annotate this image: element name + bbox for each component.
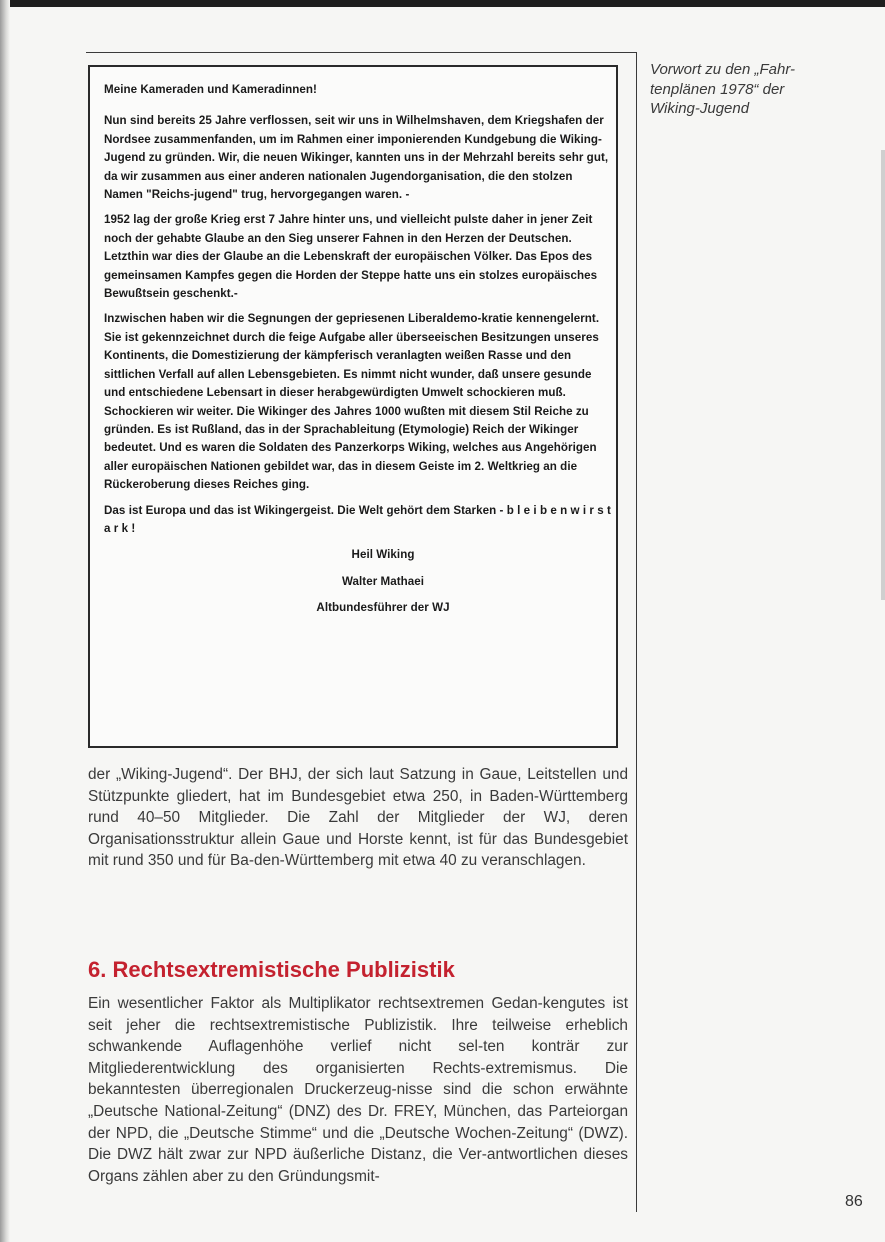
top-border [0, 0, 885, 7]
body-paragraph-1: der „Wiking-Jugend“. Der BHJ, der sich laut Satzung in Gaue, Leitstellen und Stützpunkte gliedert, hat im Bundesgebiet etwa 250, in Baden-Württemberg rund 40–50 Mitglieder. Die Zahl der Mitglieder der WJ, deren Organisationsstruktur allein Gaue und Horste kennt, ist für das Bundesgebiet mit rund 350 und für Ba-den-Württemberg mit etwa 40 zu veranschlagen. [88, 766, 628, 870]
letter-paragraph: Das ist Europa und das ist Wikingergeist. Die Welt gehört dem Starken - b l e i b e n w i r s t a r k ! [104, 503, 611, 535]
letter-greeting: Meine Kameraden und Kameradinnen! [104, 83, 317, 96]
body-paragraph [88, 993, 628, 1187]
letter-salute: Heil Wiking [351, 548, 415, 562]
letter-paragraph: Inzwischen haben wir die Segnungen der gepriesenen Liberaldemo-kratie kennengelernt. Sie ist gekennzeichnet durch die feige Aufgabe aller überseeischen Besitzungen unseres Kontinents, die Domestizierung der kämpferisch veranlagten weißen Rasse und den sittlichen Verfall auf allen Lebensgebieten. Es nimmt nicht wunder, daß unsere gesunde und entschiedene Lebensart in dieser herabgewürdigten Umwelt schockieren muß. Schockieren wir weiter. Die Wikinger des Jahres 1000 wußten mit diesem Stil Reiche zu gründen. Es ist Rußland, das in der Sprachableitung (Etymologie) Reich der Wikinger bedeutet. Und es waren die Soldaten des Panzerkorps Wiking, welches aus Angehörigen aller europäischen Nationen gebildet war, das in diesem Geiste im 2. Weltkrieg an die Rückeroberung dieses Reiches ging. [104, 312, 600, 492]
column-divider [636, 52, 637, 1212]
margin-note: Vorwort zu den „Fahr-tenplänen 1978“ der Wiking-Jugend [650, 61, 796, 117]
page-number: 86 [845, 1193, 863, 1210]
letter-paragraph: Nun sind bereits 25 Jahre verflossen, seit wir uns in Wilhelmshaven, dem Kriegshafen der Nordsee zusammenfanden, um im Rahmen einer imponierenden Kundgebung die Wiking-Jugend zu gründen. Wir, die neuen Wikinger, kannten uns in der Mehrzahl bereits sehr gut, da wir zusammen aus einer anderen nationalen Jugendorganisation, die den stolzen Namen "Reichs-jugend" trug, hervorgegangen waren. - [104, 114, 609, 202]
body-paragraph-2: Ein wesentlicher Faktor als Multiplikator rechtsextremen Gedan-kengutes ist seit jeher die rechtsextremistische Publizistik. Ihre teilweise erheblich schwankende Auflagenhöhe verlief nicht sel-ten konträr zur Mitgliederentwicklung des organisierten Rechts-extremismus. Die bekanntesten überregionalen Druckerzeug-nisse sind die schon erwähnte „Deutsche National-Zeitung“ (DNZ) des Dr. FREY, München, das Parteiorgan der NPD, die „Deutsche Stimme“ und die „Deutsche Wochen-Zeitung“ (DWZ). Die DWZ hält zwar zur NPD äußerliche Distanz, die Ver-antwortlichen dieses Organs zählen aber zu den Gründungsmit- [88, 995, 628, 1185]
letter-signature: Walter Mathaei [341, 574, 425, 588]
letter-signature-title: Altbundesführer der WJ [316, 601, 450, 615]
page-edge [881, 150, 885, 600]
body-paragraph [88, 764, 628, 872]
quoted-letter-box [88, 65, 618, 748]
letter-paragraph: 1952 lag der große Krieg erst 7 Jahre hinter uns, und vielleicht pulste daher in jener Zeit noch der gehabte Glaube an den Sieg unserer Fahnen in den Herzen der Deutschen. Letzthin war dies der Glaube an die Lebenskraft der europäischen Völker. Das Epos des gemeinsamen Kampfes gegen die Horden der Steppe hatte uns ein stolzes europäisches Bewußtsein geschenkt.- [104, 213, 598, 301]
letter-closing [152, 546, 614, 617]
letter-text [104, 79, 614, 618]
binding-shadow [0, 0, 10, 1242]
top-column-rule [86, 52, 636, 53]
section-heading: 6. Rechtsextremistische Publizistik [88, 957, 455, 982]
